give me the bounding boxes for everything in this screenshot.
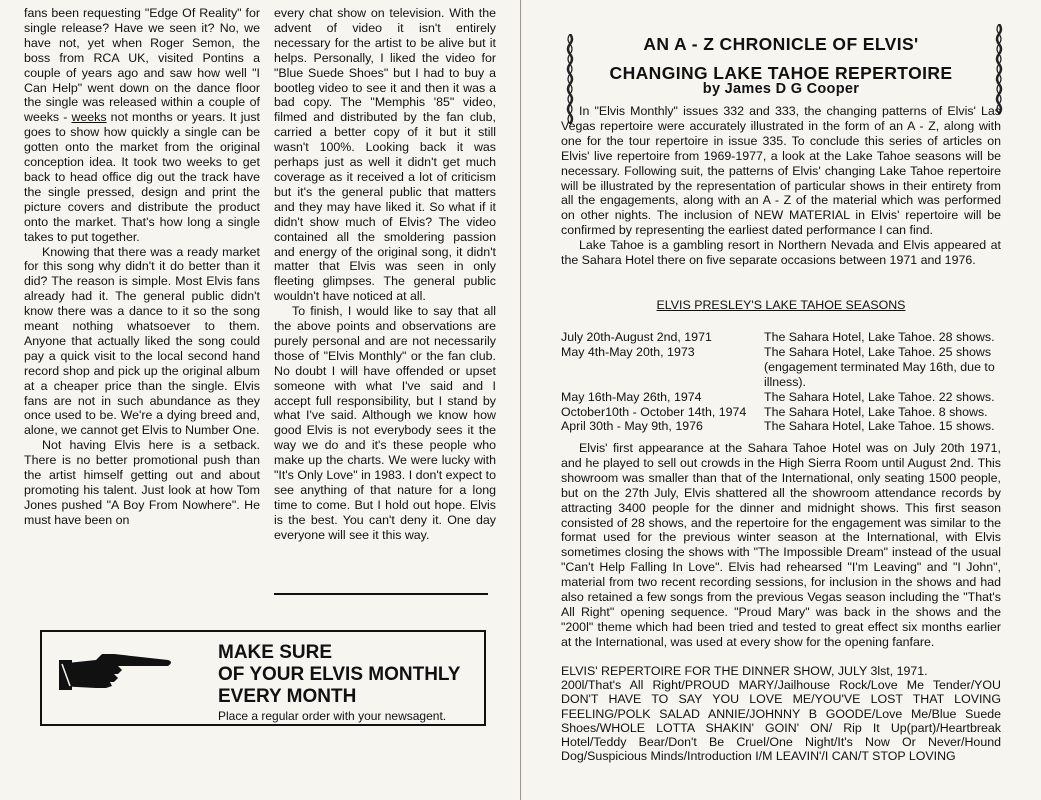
season-dates: October10th - October 14th, 1974: [561, 404, 747, 419]
season-row: [561, 419, 1001, 434]
repertoire-list: [561, 678, 1001, 764]
season-dates: May 16th-May 26th, 1974: [561, 389, 702, 404]
col1-paragraph-1: fans been requesting "Edge Of Reality" for single release? Have we seen it? No, we have not, yet when Roger Semon, the boss from RCA UK, visited Pontins a couple of years ago and saw how well "I Can Help" went down on the dance floor the single was released within a couple of weeks - weeks not months or years. It just goes to show how quickly a single can be gotten onto the market from the original conception idea. It took two weeks to get back to head office dig out the track have the single pressed, design and print the picture covers and distribute the product onto the market. That's how long a single takes to put together.: [24, 6, 260, 244]
season-dates: April 30th - May 9th, 1976: [561, 419, 703, 434]
season-row: [561, 330, 1001, 345]
column-end-rule: [274, 593, 488, 595]
underlined-weeks: weeks: [71, 110, 107, 125]
season-row: [561, 390, 1001, 405]
seasons-list: [561, 330, 1001, 434]
article-byline: by James D G Cooper: [702, 81, 860, 97]
intro-text: [561, 104, 1001, 268]
col1-paragraph-2: Knowing that there was a ready market for this song why didn't it do better than it did? The reason is simple. Most Elvis fans already had it. The general public didn't know there was a dance to it so the song meant nothing whatsoever to them. Anyone that actually liked the song could pay a quick visit to the local second hand record shop and pick up the original album at a cheaper price than the single. Elvis fans are not in such abundance as they once used to be. We're a dying breed and, alone, we cannot get Elvis to Number One.: [24, 244, 260, 438]
ad-headline: MAKE SURE OF YOUR ELVIS MONTHLY EVERY MONTH: [218, 642, 461, 707]
season-venue: The Sahara Hotel, Lake Tahoe. 15 shows.: [764, 419, 995, 434]
first-appearance-text: [561, 441, 1001, 650]
season-row: [561, 345, 1001, 390]
seasons-heading: ELVIS PRESLEY'S LAKE TAHOE SEASONS: [656, 298, 906, 312]
first-appearance-paragraph: Elvis' first appearance at the Sahara Tahoe Hotel was on July 20th 1971, and he played to sell out crowds in the High Sierra Room until August 2nd. This showroom was smaller than that of the International, only seating 1500 people, but on the 27th July, Elvis shattered all the showroom attendance records by attracting 3400 people for the dinner and midnight shows. This first season consisted of 28 shows, and the repertoire for the engagement was similar to the format used for the previous winter season at the International, with Elvis sometimes closing the shows with "The Impossible Dream" instead of the usual "Can't Help Falling In Love". Elvis had rehearsed "I'm Leaving" and "I John", material from two recent recording sessions, for inclusion in the shows and had also retained a few songs from the previous Vegas season including the "That's All Right" opening sequence. "Proud Mary" was back in the shows and the "200l" theme which had been tried and tested to great effect six months earlier at the International, was used at every show for the opening fanfare.: [561, 441, 1001, 649]
article-title-line-2: CHANGING LAKE TAHOE REPERTOIRE: [609, 63, 953, 83]
season-dates: May 4th-May 20th, 1973: [561, 344, 695, 359]
ad-subline: Place a regular order with your newsagent.: [218, 709, 447, 723]
left-column-2: [274, 6, 496, 543]
repertoire-paragraph: 200l/That's All Right/PROUD MARY/Jailhouse Rock/Love Me Tender/YOU DON'T HAVE TO SAY YOU LOVE ME/YOU'VE LOST THAT LOVING FEELING/POLK SALAD ANNIE/JOHNNY B GOODE/Love Me/Blue Suede Shoes/WHOLE LOTTA SHAKIN' GOIN' ON/ Rip It Up(part)/Heartbreak Hotel/Teddy Bear/Don't Be Cruel/One Night/It's Now Or Never/Hound Dog/Suspicious Minds/Introduction I/M LEAVIN'/I CAN/T STOP LOVING: [561, 678, 1001, 764]
season-venue: The Sahara Hotel, Lake Tahoe. 28 shows.: [764, 330, 995, 344]
right-page: [521, 0, 1041, 800]
season-venue: The Sahara Hotel, Lake Tahoe. 8 shows.: [764, 404, 988, 419]
pointing-hand-icon: [56, 642, 176, 702]
left-column-1: [24, 6, 260, 528]
intro-paragraph-2: Lake Tahoe is a gambling resort in Northern Nevada and Elvis appeared at the Sahara Hotel there on five separate occasions between 1971 and 1976.: [561, 238, 1001, 268]
col2-paragraph-1: every chat show on television. With the advent of video it isn't entirely necessary for the artist to be alive but it helps. Personally, I liked the video for "Blue Suede Shoes" but I had to buy a bootleg video to see it and then it was a bad copy. The "Memphis '85" video, filmed and distributed by the fan club, carried a better copy of it but it still wasn't 100%. Looking back it was perhaps just as well it didn't get much coverage as it received a lot of criticism but it's the general public that matters and they may have liked it. So what if it didn't show much of Elvis? The video contained all the smoldering passion and energy of the original song, it didn't matter that Elvis was seen in only fleeting glimpses. The general public wouldn't have noticed at all.: [274, 6, 496, 304]
season-dates: July 20th-August 2nd, 1971: [561, 330, 712, 344]
left-page: [0, 0, 520, 800]
season-venue: The Sahara Hotel, Lake Tahoe. 25 shows (engagement terminated May 16th, due to illness).: [764, 344, 995, 389]
season-venue: The Sahara Hotel, Lake Tahoe. 22 shows.: [764, 389, 995, 404]
article-title-line-1: AN A - Z CHRONICLE OF ELVIS': [643, 34, 919, 54]
subscription-ad: [40, 630, 486, 726]
season-row: [561, 405, 1001, 420]
col2-paragraph-2: To finish, I would like to say that all the above points and observations are purely personal and are not necessarily those of "Elvis Monthly" or the fan club. No doubt I will have offended or upset someone with what I've said and I accept full responsibility, but I stand by what I've said. Although we know how good Elvis is not everybody sees it the way we do and it's these people who make up the charts. We were lucky with "It's Only Love" in 1983. I don't expect to see anything of that nature for a long time to come. But I hold out hope. Elvis is the best. You can't deny it. One day everyone will see it this way.: [274, 304, 496, 542]
col1-paragraph-3: Not having Elvis here is a setback. There is no better promotional push than the artist himself getting out and about promoting his talent. Just look at how Tom Jones pushed "A Boy From Nowhere". He must have been on: [24, 438, 260, 527]
intro-paragraph-1: In "Elvis Monthly" issues 332 and 333, the changing patterns of Elvis' Las Vegas repertoire were accurately illustrated in the form of an A - Z, along with one for the tour repertoire in issue 335. To conclude this series of articles on Elvis' live repertoire from 1969-1977, a look at the Lake Tahoe seasons will be necessary. Following suit, the patterns of Elvis' changing Lake Tahoe repertoire will be illustrated by the representation of particular shows in their entirety from all the engagements, along with an A - Z of the material which was performed on other nights. The inclusion of NEW MATERIAL in Elvis' repertoire will be confirmed by representing the earliest dated performance I can find.: [561, 104, 1001, 238]
chain-border-right-icon: [994, 24, 1004, 114]
repertoire-heading: ELVIS' REPERTOIRE FOR THE DINNER SHOW, JULY 3lst, 1971.: [561, 664, 928, 678]
